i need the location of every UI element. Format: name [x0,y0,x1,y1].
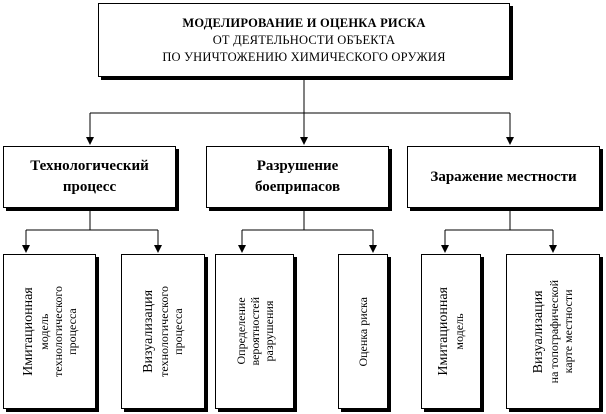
category-box-technological-process [3,146,176,208]
title-line-2: ОТ ДЕЯТЕЛЬНОСТИ ОБЪЕКТА [212,32,396,47]
leaf-2-1-line-1: Определение [233,297,248,366]
category-1-line-2: процесс [62,179,117,195]
category-box-munitions-destruction [206,146,389,208]
category-1-line-1: Технологический [30,158,149,174]
leaf-3-2-line-2: на топографической [547,279,561,384]
leaf-1-2-line-3: процесса [171,308,185,355]
leaf-1-1-line-2: модель [36,313,51,350]
leaf-3-2-line-1: Визуализация [531,290,546,373]
leaf-box-risk-assessment [338,254,388,409]
category-2-line-1: Разрушение [256,158,339,174]
leaf-box-simulation-model-area [421,254,481,409]
leaf-3-1-line-2: модель [452,313,466,350]
leaf-box-process-visualization [121,254,205,409]
leaf-2-1-line-2: вероятностей [247,297,262,366]
leaf-box-destruction-probabilities [215,254,294,409]
title-line-1: МОДЕЛИРОВАНИЕ И ОЦЕНКА РИСКА [182,15,426,30]
category-box-area-contamination [407,146,600,208]
leaf-1-2-line-1: Визуализация [141,290,156,373]
leaf-1-1-line-1: Имитационная [20,287,36,376]
leaf-3-1-line-1: Имитационная [436,287,451,376]
leaf-1-1-line-4: процесса [64,308,79,355]
title-box [98,3,510,77]
category-2-line-2: боеприпасов [254,179,341,195]
leaf-2-2-line-1: Оценка риска [356,296,370,367]
leaf-1-1-line-3: технологического [50,286,65,377]
title-line-3: ПО УНИЧТОЖЕНИЮ ХИМИЧЕСКОГО ОРУЖИЯ [162,49,446,64]
leaf-3-2-line-3: карте местности [561,289,575,374]
leaf-2-1-line-3: разрушения [261,301,276,362]
leaf-box-topographic-visualization [506,254,600,409]
category-3-line-1: Заражение местности [430,168,577,185]
leaf-box-simulation-model-process [3,254,96,409]
leaf-1-2-line-2: технологического [157,286,171,377]
